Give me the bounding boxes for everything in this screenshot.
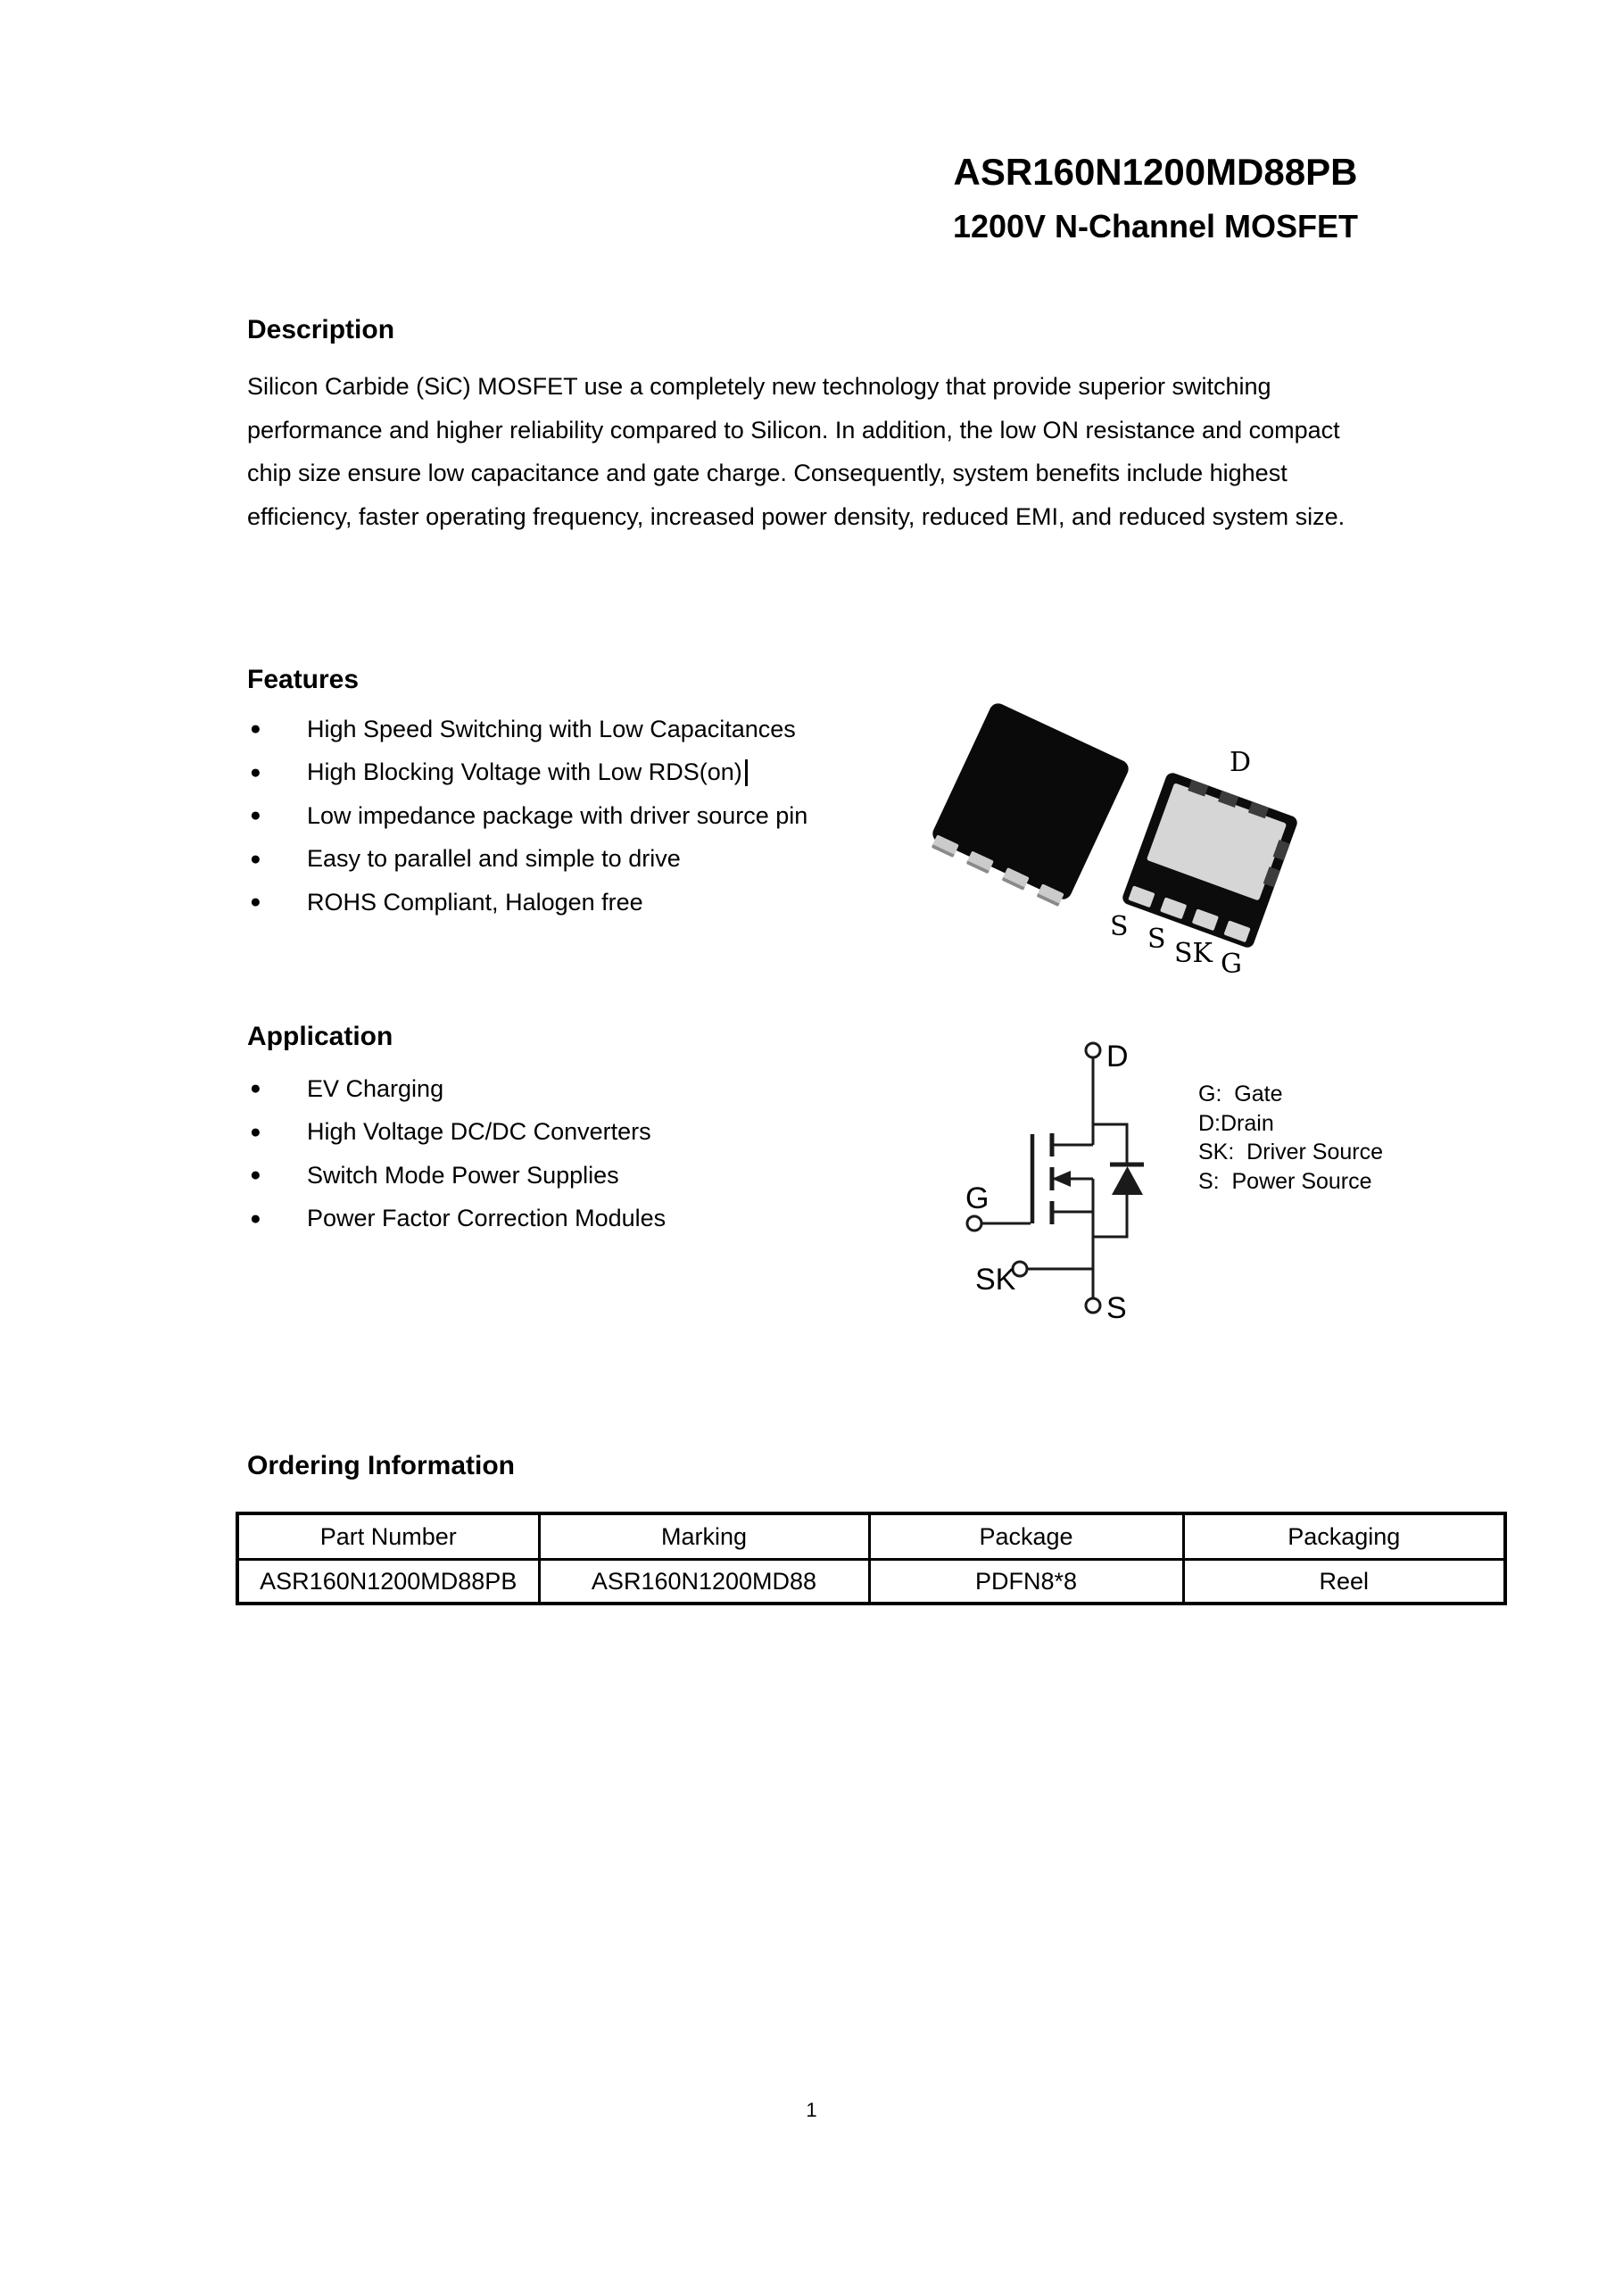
application-text: Switch Mode Power Supplies (307, 1161, 619, 1189)
application-text: EV Charging (307, 1074, 444, 1102)
feature-text: High Blocking Voltage with Low RDS(on) (307, 758, 742, 786)
bullet-icon: ● (250, 805, 261, 826)
header (946, 150, 1365, 246)
feature-item (247, 794, 807, 838)
source-terminal-circle (1086, 1298, 1100, 1313)
description-paragraph: Silicon Carbide (SiC) MOSFET use a completely new technology that provide superior switching performance and higher reliability compared to Silicon. In addition, the low ON resistance and compact chip size ensure low capacitance and gate charge. Consequently, system benefits include highest efficiency, faster operating frequency, increased power density, reduced EMI, and reduced system size. (247, 373, 1346, 530)
symbol-legend (1198, 1080, 1383, 1196)
column-header-part-number: Part Number (237, 1513, 539, 1560)
ordering-heading: Ordering Information (247, 1451, 515, 1480)
page-number: 1 (806, 2099, 817, 2121)
package-bottom-view-photo (1121, 771, 1299, 949)
terminal-label-source: S (1106, 1291, 1127, 1325)
bullet-icon: ● (250, 761, 261, 783)
drain-terminal-circle (1086, 1043, 1100, 1057)
source-pad (1160, 897, 1187, 919)
package-top-view-photo (930, 700, 1131, 902)
cell-part-number: ASR160N1200MD88PB (237, 1560, 539, 1604)
package-pin-label-gate: G (1221, 949, 1242, 980)
application-item (247, 1154, 666, 1198)
table-header-row (237, 1513, 1505, 1560)
bullet-icon: ● (250, 1207, 261, 1229)
package-pin-label-drain: D (1230, 747, 1252, 778)
legend-line-drain: D:Drain (1198, 1110, 1274, 1136)
feature-item (247, 708, 807, 751)
application-item (247, 1198, 666, 1241)
terminal-label-drain: D (1106, 1040, 1129, 1073)
legend-line-power-source: S: Power Source (1198, 1168, 1372, 1194)
bullet-icon: ● (250, 1165, 261, 1186)
package-pin (932, 834, 959, 858)
package-pin (1002, 867, 1030, 891)
driver-source-pad (1192, 908, 1219, 931)
application-list (247, 1067, 666, 1240)
feature-text: Easy to parallel and simple to drive (307, 845, 681, 873)
package-pin (966, 850, 994, 874)
terminal-label-gate: G (965, 1181, 990, 1215)
application-item (247, 1067, 666, 1111)
application-heading: Application (247, 1022, 393, 1051)
column-header-marking: Marking (539, 1513, 869, 1560)
column-header-package: Package (869, 1513, 1183, 1560)
application-text: Power Factor Correction Modules (307, 1205, 667, 1232)
feature-item (247, 838, 807, 882)
feature-text: High Speed Switching with Low Capacitances (307, 715, 796, 742)
legend-line-driver-source: SK: Driver Source (1198, 1140, 1384, 1165)
application-item (247, 1111, 666, 1155)
package-pin-label-source: S (1147, 924, 1166, 955)
feature-text: Low impedance package with driver source pin (307, 801, 808, 829)
source-pad (1128, 885, 1155, 908)
cell-packaging: Reel (1183, 1560, 1505, 1604)
bullet-icon: ● (250, 1121, 261, 1142)
package-pin (1036, 883, 1064, 907)
text-cursor (745, 759, 748, 786)
body-diode (1112, 1166, 1143, 1195)
cell-package: PDFN8*8 (869, 1560, 1183, 1604)
mosfet-symbol-schematic (928, 1017, 1213, 1339)
table-row (237, 1560, 1505, 1604)
cell-marking: ASR160N1200MD88 (539, 1560, 869, 1604)
description-heading: Description (247, 315, 395, 344)
features-list (247, 708, 807, 924)
bullet-icon: ● (250, 891, 261, 913)
package-pin-label-source: S (1110, 911, 1129, 942)
legend-line-gate: G: Gate (1198, 1082, 1283, 1107)
terminal-label-driver-source: SK (975, 1263, 1016, 1297)
page-subtitle: 1200V N-Channel MOSFET (952, 208, 1359, 245)
bullet-icon: ● (250, 718, 261, 740)
application-text: High Voltage DC/DC Converters (307, 1118, 651, 1146)
ordering-table (236, 1512, 1507, 1605)
feature-text: ROHS Compliant, Halogen free (307, 888, 643, 916)
package-pin-label-driver-source: SK (1174, 938, 1213, 969)
gate-terminal-circle (967, 1216, 981, 1231)
column-header-packaging: Packaging (1183, 1513, 1505, 1560)
gate-pad (1223, 920, 1250, 942)
bullet-icon: ● (250, 1078, 261, 1099)
features-heading: Features (247, 665, 360, 694)
bullet-icon: ● (250, 848, 261, 869)
feature-item (247, 881, 807, 924)
feature-item (247, 751, 807, 795)
channel-arrow (1052, 1171, 1071, 1187)
page-title: ASR160N1200MD88PB (953, 151, 1358, 193)
